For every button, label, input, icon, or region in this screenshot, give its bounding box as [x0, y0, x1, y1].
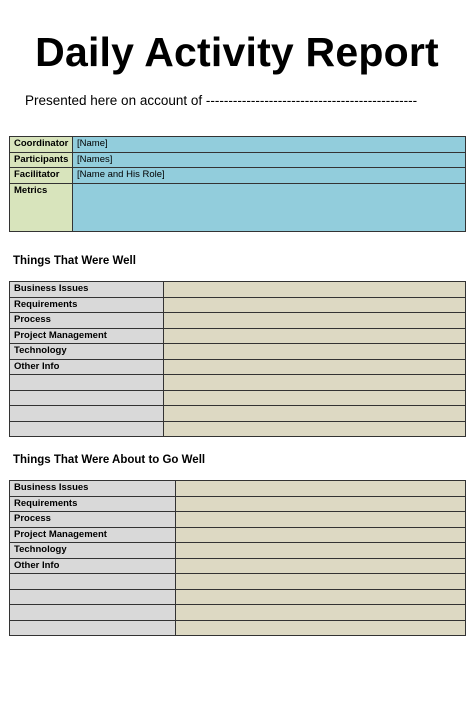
- table-row: [10, 313, 466, 329]
- table-row: [10, 543, 466, 559]
- table-row: [10, 390, 466, 406]
- participants-label: Participants: [10, 152, 73, 168]
- metrics-value[interactable]: [73, 183, 466, 231]
- table-row: [10, 297, 466, 313]
- row-label: [10, 421, 164, 437]
- row-label: [10, 375, 164, 391]
- row-label: [10, 620, 176, 636]
- row-label: Process: [10, 512, 176, 528]
- row-value-cell[interactable]: [176, 481, 466, 497]
- row-value-cell[interactable]: [164, 375, 466, 391]
- row-value-cell[interactable]: [176, 496, 466, 512]
- row-value-cell[interactable]: [164, 313, 466, 329]
- row-label: [10, 406, 164, 422]
- row-value-cell[interactable]: [164, 359, 466, 375]
- row-value-cell[interactable]: [176, 558, 466, 574]
- row-label: [10, 390, 164, 406]
- table-row: [10, 620, 466, 636]
- table-row: [10, 589, 466, 605]
- row-value-cell[interactable]: [176, 574, 466, 590]
- row-label: Business Issues: [10, 282, 164, 298]
- row-label: [10, 589, 176, 605]
- row-label: Project Management: [10, 328, 164, 344]
- table-row: [10, 282, 466, 298]
- row-value-cell[interactable]: [176, 620, 466, 636]
- metrics-label: Metrics: [10, 183, 73, 231]
- row-value-cell[interactable]: [164, 344, 466, 360]
- presented-line: Presented here on account of -----------------------------------------------: [25, 93, 418, 108]
- row-label: [10, 605, 176, 621]
- table-row: [10, 421, 466, 437]
- section-heading-well: Things That Were Well: [13, 255, 136, 267]
- table-row: [10, 527, 466, 543]
- row-value-cell[interactable]: [164, 390, 466, 406]
- row-label: Requirements: [10, 297, 164, 313]
- row-value-cell[interactable]: [164, 328, 466, 344]
- table-row: [10, 344, 466, 360]
- table-row: [10, 328, 466, 344]
- row-label: Technology: [10, 344, 164, 360]
- participants-value[interactable]: [Names]: [73, 152, 466, 168]
- coordinator-label: Coordinator: [10, 137, 73, 153]
- row-value-cell[interactable]: [164, 297, 466, 313]
- info-table: [9, 136, 466, 232]
- table-row: [10, 359, 466, 375]
- row-value-cell[interactable]: [176, 543, 466, 559]
- row-label: Process: [10, 313, 164, 329]
- table-row: [10, 375, 466, 391]
- table-row: [10, 152, 466, 168]
- coordinator-value[interactable]: [Name]: [73, 137, 466, 153]
- table-row: [10, 558, 466, 574]
- table-row: [10, 481, 466, 497]
- row-label: Requirements: [10, 496, 176, 512]
- well-table: [9, 281, 466, 437]
- row-value-cell[interactable]: [164, 406, 466, 422]
- row-label: Technology: [10, 543, 176, 559]
- table-row: [10, 137, 466, 153]
- row-value-cell[interactable]: [164, 421, 466, 437]
- table-row: [10, 496, 466, 512]
- section-heading-about-to-go-well: Things That Were About to Go Well: [13, 454, 206, 466]
- row-label: Business Issues: [10, 481, 176, 497]
- table-row: [10, 406, 466, 422]
- row-value-cell[interactable]: [176, 527, 466, 543]
- table-row: [10, 574, 466, 590]
- row-value-cell[interactable]: [176, 605, 466, 621]
- page-title: Daily Activity Report: [35, 29, 439, 75]
- table-row: [10, 168, 466, 184]
- table-row: [10, 512, 466, 528]
- about-to-go-well-table: [9, 480, 466, 636]
- table-row: [10, 183, 466, 231]
- row-label: Other Info: [10, 558, 176, 574]
- row-value-cell[interactable]: [176, 512, 466, 528]
- facilitator-value[interactable]: [Name and His Role]: [73, 168, 466, 184]
- row-value-cell[interactable]: [164, 282, 466, 298]
- table-row: [10, 605, 466, 621]
- row-label: Other Info: [10, 359, 164, 375]
- row-label: Project Management: [10, 527, 176, 543]
- row-label: [10, 574, 176, 590]
- row-value-cell[interactable]: [176, 589, 466, 605]
- facilitator-label: Facilitator: [10, 168, 73, 184]
